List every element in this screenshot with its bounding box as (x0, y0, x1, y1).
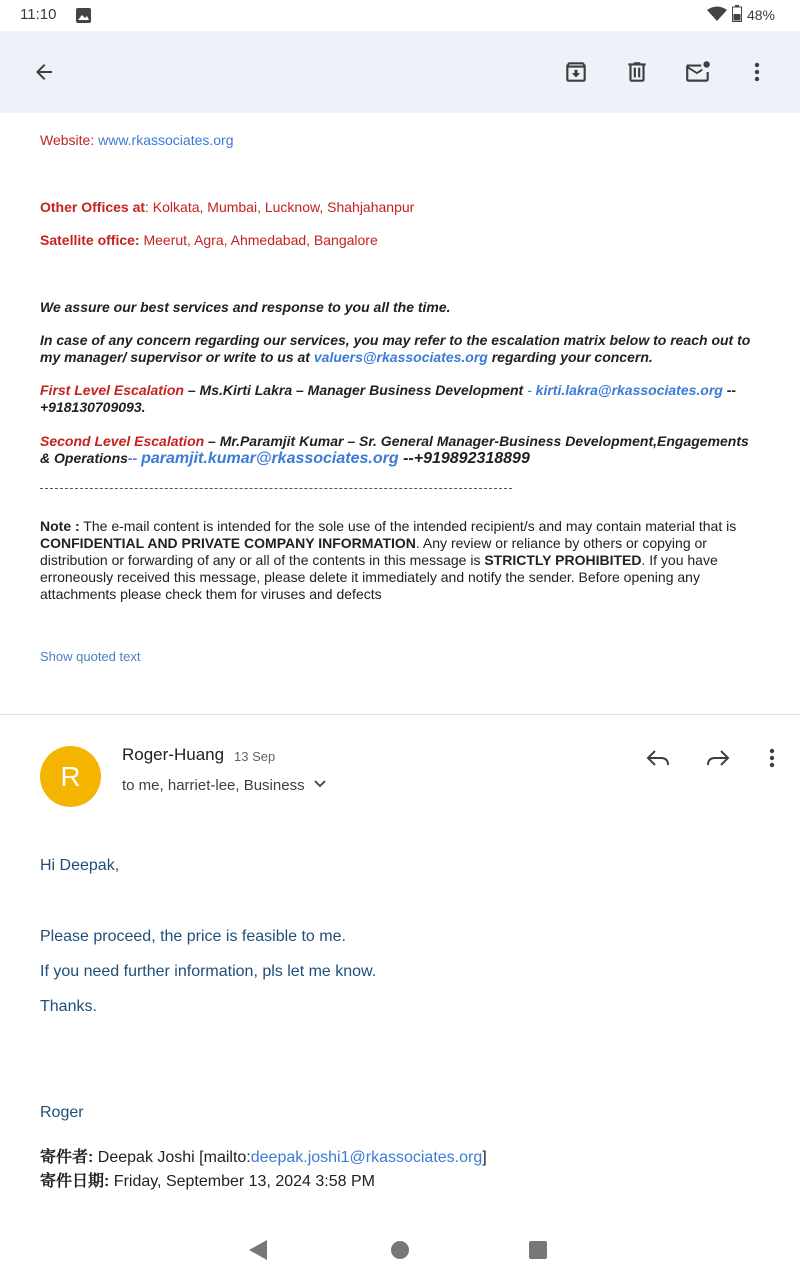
website-line: Website: www.rkassociates.org (40, 132, 234, 148)
deepak-email-link[interactable]: deepak.joshi1@rkassociates.org (250, 1149, 483, 1166)
message-divider (0, 714, 800, 715)
body-line-3: Thanks. (40, 998, 97, 1015)
valuers-email-link[interactable]: valuers@rkassociates.org (313, 349, 488, 365)
kirti-email-link[interactable]: kirti.lakra@rkassociates.org (535, 382, 723, 398)
from-line: 寄件者: Deepak Joshi [mailto:deepak.joshi1@rkassociates.org] (40, 1149, 487, 1166)
nav-recents-icon[interactable] (528, 1240, 548, 1265)
body-line-1: Please proceed, the price is feasible to me. (40, 928, 346, 945)
mark-unread-icon[interactable] (680, 54, 716, 90)
status-time: 11:10 (20, 6, 57, 23)
assurance-text: We assure our best services and response to you all the time. (40, 299, 451, 315)
sender-name[interactable]: Roger-Huang (122, 745, 225, 764)
image-notification-icon (76, 8, 91, 28)
battery-icon (732, 5, 742, 25)
show-quoted-text-link[interactable]: Show quoted text (40, 649, 141, 664)
second-level-escalation: Second Level Escalation – Mr.Paramjit Kumar – Sr. General Manager-Business Development,Engagements & Operations-- paramjit.kumar@rkassociates.org --+919892318899 (40, 433, 749, 467)
chevron-down-icon (313, 776, 327, 794)
nav-home-icon[interactable] (390, 1240, 410, 1265)
signoff: Roger (40, 1104, 84, 1121)
archive-icon[interactable] (558, 54, 594, 90)
greeting: Hi Deepak, (40, 857, 120, 874)
dashed-separator (40, 488, 512, 489)
body-line-2: If you need further information, pls let me know. (40, 963, 377, 980)
satellite-office-line: Satellite office: Meerut, Agra, Ahmedabad, Bangalore (40, 232, 378, 248)
more-vert-icon[interactable] (739, 54, 775, 90)
battery-level: 48% (746, 7, 775, 23)
recipients-toggle[interactable] (122, 776, 327, 794)
website-link[interactable]: www.rkassociates.org (98, 132, 234, 148)
trash-icon[interactable] (619, 54, 655, 90)
status-bar (0, 0, 800, 31)
sent-line: 寄件日期: Friday, September 13, 2024 3:58 PM (40, 1173, 375, 1190)
other-offices-line: Other Offices at: Kolkata, Mumbai, Lucknow, Shahjahanpur (40, 199, 415, 215)
top-app-bar (0, 31, 800, 113)
message-date: 13 Sep (234, 749, 276, 764)
forward-icon[interactable] (700, 740, 736, 776)
first-level-escalation: First Level Escalation – Ms.Kirti Lakra – Manager Business Development - kirti.lakra@rkassociates.org --+918130709093. (40, 382, 737, 415)
avatar[interactable] (40, 746, 101, 807)
message-more-icon[interactable] (754, 740, 790, 776)
escalation-intro: In case of any concern regarding our services, you may refer to the escalation matrix below to reach out to my manager/ supervisor or write to us at valuers@rkassociates.org regarding your concern. (40, 332, 751, 365)
confidentiality-note: Note : The e-mail content is intended for the sole use of the intended recipient/s and may contain material that is CONFIDENTIAL AND PRIVATE COMPANY INFORMATION. Any review or reliance by others or copying or distribution or forwarding of any or all of the contents in this message is STRICTLY PROHIBITED. If you have erroneously received this message, please delete it immediately and notify the sender. Before opening any attachments please check them for viruses and defects (40, 518, 737, 602)
arrow-back-icon[interactable] (26, 54, 62, 90)
avatar-letter: R (60, 760, 81, 792)
reply-icon[interactable] (640, 740, 676, 776)
nav-back-icon[interactable] (247, 1239, 269, 1266)
system-nav-bar (0, 1220, 800, 1280)
recipients-text: to me, harriet-lee, Business (122, 776, 305, 794)
paramjit-email-link[interactable]: paramjit.kumar@rkassociates.org (141, 450, 399, 467)
wifi-icon (707, 6, 727, 25)
